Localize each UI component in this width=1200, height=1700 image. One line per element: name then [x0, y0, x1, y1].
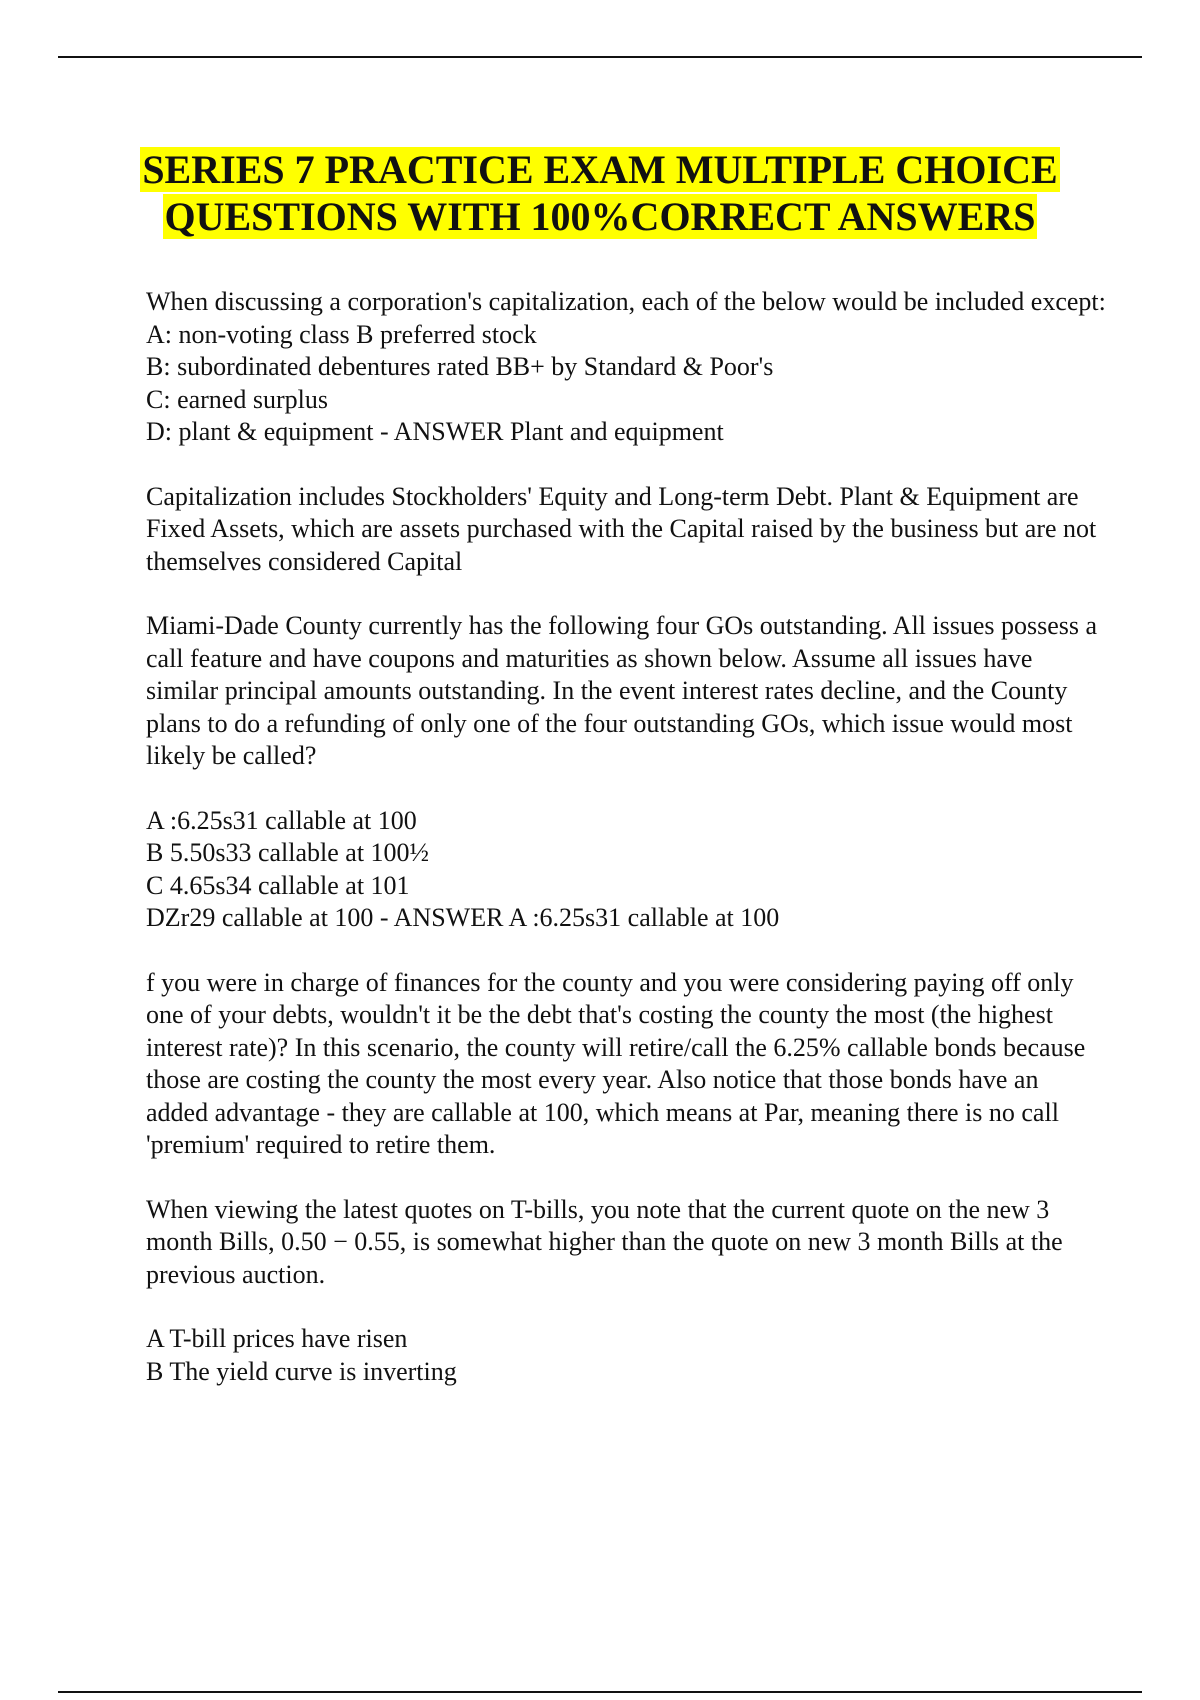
explanation-2-text: f you were in charge of finances for the county and you were considering paying off only one of your debts, wouldn't it be the debt that's costing the county the most (the highest interest rate)? In this scenario, the county will retire/call the 6.25% callable bonds because those are costing the county the most every year. Also notice that those bonds have an added advantage - they are callable at 100, which means at Par, meaning there is no call 'premium' required to retire them. — [146, 967, 1092, 1159]
question-3-option-b: B The yield curve is inverting — [146, 1356, 457, 1386]
question-3-text: When viewing the latest quotes on T-bills, you note that the current quote on the new 3 month Bills, 0.50 − 0.55, is somewhat higher than the quote on new 3 month Bills at the previous auction. — [146, 1194, 1070, 1289]
question-2-option-a: A :6.25s31 callable at 100 — [146, 805, 417, 835]
question-1-option-d: D: plant & equipment - ANSWER Plant and equipment — [146, 417, 724, 446]
question-2-text: Miami-Dade County currently has the following four GOs outstanding. All issues possess a call feature and have coupons and maturities as shown below. Assume all issues have similar principal amounts outstanding. In the event interest rates decline, and the County plans to do a refunding of only one of the four outstanding GOs, which issue would most likely be called? — [146, 611, 1104, 770]
question-2-option-b: B 5.50s33 callable at 100½ — [146, 838, 430, 867]
question-2-explanation — [146, 967, 1106, 1162]
title-line-2: QUESTIONS WITH 100%CORRECT ANSWERS — [164, 194, 1036, 239]
question-3-options — [146, 1323, 1106, 1388]
question-2-option-d: DZr29 callable at 100 - ANSWER A :6.25s31 callable at 100 — [146, 903, 780, 932]
title-line-1: SERIES 7 PRACTICE EXAM MULTIPLE CHOICE — [142, 147, 1058, 192]
question-1-option-c: C: earned surplus — [146, 384, 328, 414]
document-title — [60, 146, 1140, 240]
question-1-option-a: A: non-voting class B preferred stock — [146, 319, 537, 349]
explanation-1-text: Capitalization includes Stockholders' Equity and Long-term Debt. Plant & Equipment are Fixed Assets, which are assets purchased with the Capital raised by the business but are not themselves considered Capital — [146, 481, 1103, 576]
bottom-divider — [58, 1691, 1142, 1693]
question-2-option-c: C 4.65s34 callable at 101 — [146, 870, 410, 900]
question-1-text: When discussing a corporation's capitalization, each of the below would be included except: — [146, 287, 1106, 316]
document-body — [146, 286, 1106, 1420]
question-1-explanation — [146, 481, 1106, 579]
top-divider — [58, 56, 1142, 58]
question-1 — [146, 286, 1106, 449]
question-2 — [146, 610, 1106, 773]
question-1-option-b: B: subordinated debentures rated BB+ by Standard & Poor's — [146, 352, 774, 381]
question-2-options — [146, 805, 1106, 935]
question-3 — [146, 1194, 1106, 1292]
question-3-option-a: A T-bill prices have risen — [146, 1324, 408, 1353]
